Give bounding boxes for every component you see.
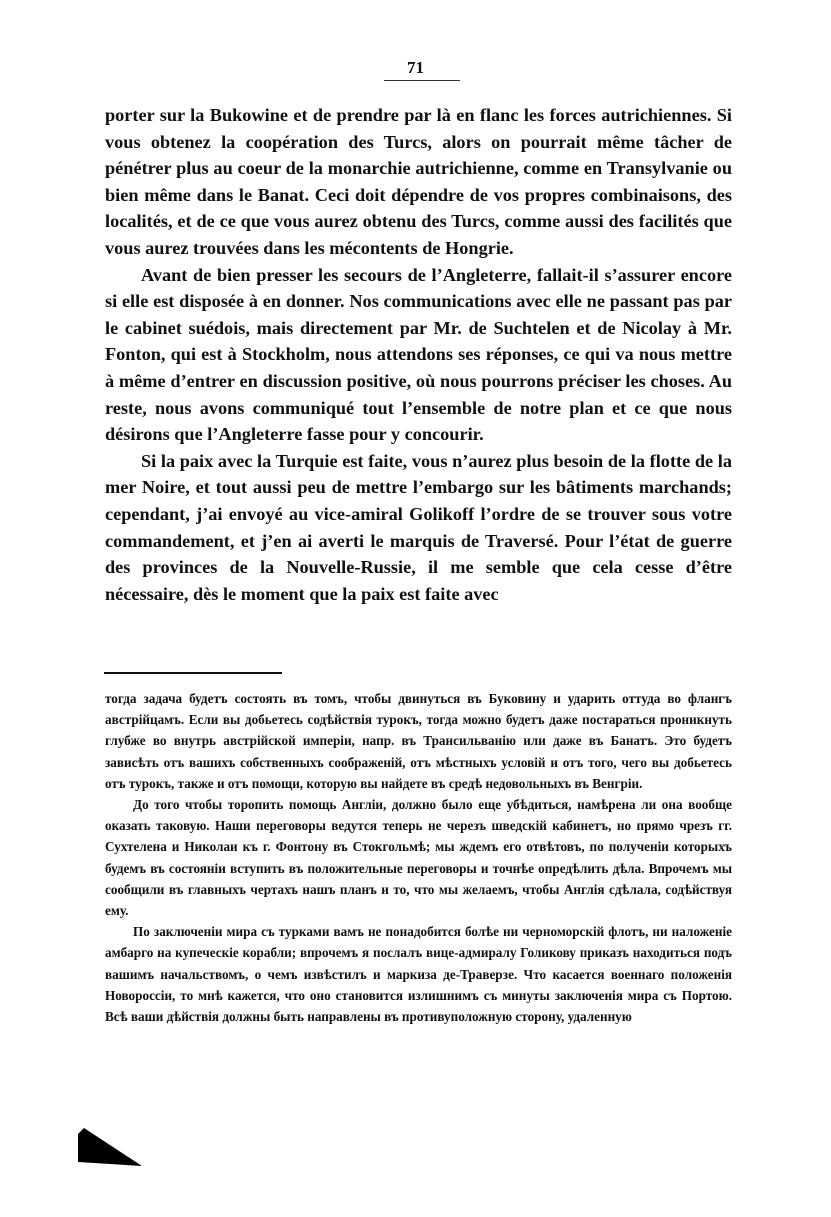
main-paragraph-3: Si la paix avec la Turquie est faite, vous n’aurez plus besoin de la flotte de la mer Noire, et tout aussi peu de mettre l’embargo sur les bâtiments marchands; cependant, j’ai envoyé au vice-amiral Golikoff l’ordre de se trouver sous votre commandement, et j’en ai averti le marquis de Traversé. Pour l’état de guerre des provinces de la Nouvelle-Russie, il me semble que cela cesse d’être nécessaire, dès le moment que la paix est faite avec — [105, 450, 732, 604]
footnote-paragraph-3: По заключеніи мира съ турками вамъ не понадобится болѣе ни черноморскій флотъ, ни наложеніе амбарго на купеческіе корабли; впрочемъ я послалъ вице-адмиралу Голикову приказъ находиться подъ вашимъ начальствомъ, о чемъ извѣстилъ и маркиза де-Траверзе. Что касается военнаго положенія Новороссіи, то мнѣ кажется, что оно становится излишнимъ съ минуты заключенія мира съ Портою. Всѣ ваши дѣйствія должны быть направлены въ противуположную сторону, удаленную — [105, 924, 732, 1025]
footnote-separator — [104, 672, 282, 674]
footnote-translation — [105, 688, 732, 1027]
main-text — [105, 102, 732, 607]
main-paragraph-2: Avant de bien presser les secours de l’Angleterre, fallait-il s’assurer encore si elle est disposée à en donner. Nos communications avec elle ne passant pas par le cabinet suédois, mais directement par Mr. de Suchtelen et de Nicolay à Mr. Fonton, qui est à Stockholm, nous attendons ses réponses, ce qui va nous mettre à même d’entrer en discussion positive, où nous pourrons préciser les choses. Au reste, nous avons communiqué tout l’ensemble de notre plan et ce que nous désirons que l’Angleterre fasse pour y concourir. — [105, 264, 732, 445]
page-number-rule — [384, 80, 460, 81]
page-number: 71 — [407, 58, 424, 77]
main-paragraph-1: porter sur la Bukowine et de prendre par là en flanc les forces autrichiennes. Si vous obtenez la coopération des Turcs, alors on pourrait même tâcher de pénétrer plus au coeur de la monarchie autrichienne, comme en Transylvanie ou bien même dans le Banat. Ceci doit dépendre de vos propres combinaisons, des localités, et de ce que vous aurez obtenu des Turcs, comme aussi des facilités que vous aurez trouvées dans les mécontents de Hongrie. — [105, 105, 732, 258]
footnote-paragraph-1: тогда задача будетъ состоять въ томъ, чтобы двинуться въ Буковину и ударить оттуда во флангъ австрійцамъ. Если вы добьетесь содѣйствія турокъ, тогда можно будетъ даже постараться проникнуть глубже во внутрь австрійской имперіи, напр. въ Трансильванію или даже въ Банатъ. Это будетъ зависѣть отъ вашихъ собственныхъ соображеній, отъ мѣстныхъ условій и отъ того, чего вы добьетесь отъ турокъ, также и отъ помощи, которую вы найдете въ средѣ недовольныхъ въ Венгріи. — [105, 691, 732, 791]
page-turn-arrow-icon — [78, 1128, 142, 1168]
footnote-paragraph-2: До того чтобы торопить помощь Англіи, должно было еще убѣдиться, намѣрена ли она вообще оказать таковую. Наши переговоры ведутся теперь не черезъ шведскій кабинетъ, но прямо чрезъ гг. Сухтелена и Николаи къ г. Фонтону въ Стокгольмѣ; мы ждемъ его отвѣтовъ, по полученіи которыхъ будемъ въ состояніи вступить въ положительные переговоры и точнѣе опредѣлить дѣла. Впрочемъ мы сообщили въ главныхъ чертахъ нашъ планъ и то, что мы желаемъ, чтобы Англія сдѣлала, содѣйствуя ему. — [105, 797, 732, 919]
